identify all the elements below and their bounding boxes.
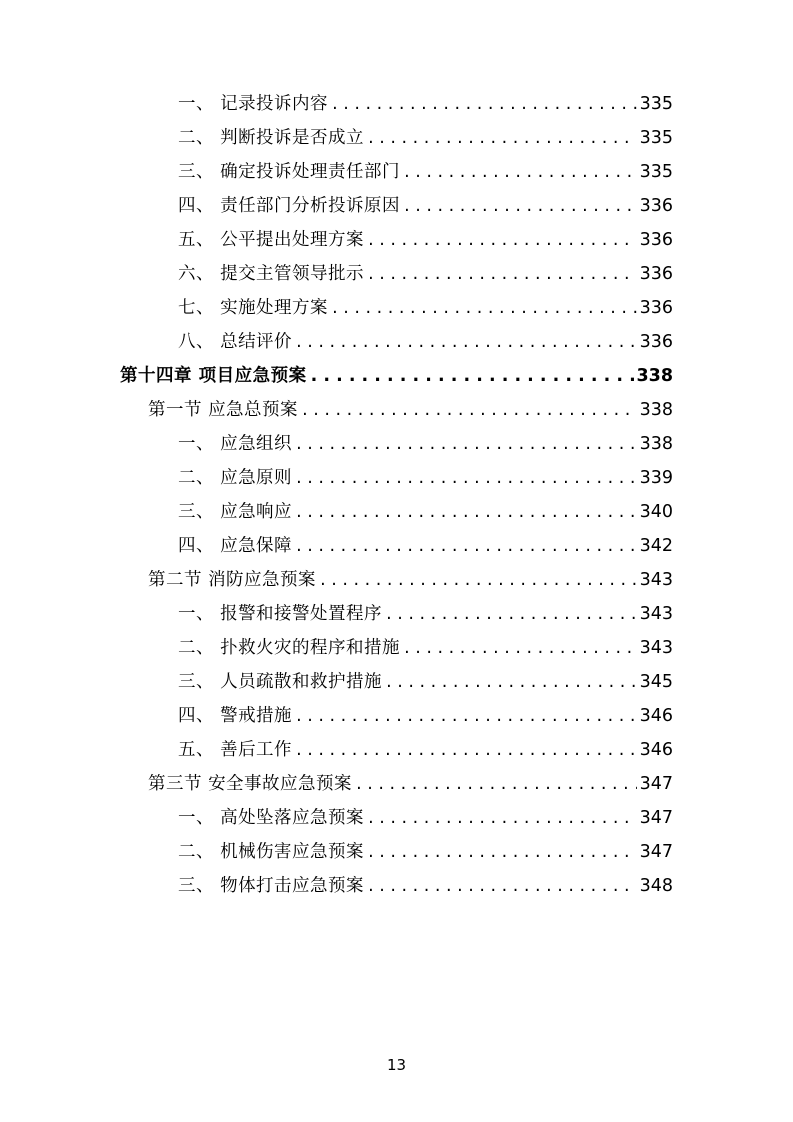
toc-leader-dots <box>296 334 637 352</box>
toc-leader-dots <box>368 878 637 896</box>
toc-leader-dots <box>368 232 637 250</box>
toc-entry-page-number: 342 <box>639 536 673 556</box>
toc-leader-dots <box>386 674 637 692</box>
toc-entry-page-number: 338 <box>639 434 673 454</box>
toc-entry-page-number: 335 <box>639 128 673 148</box>
toc-entry-label: 第十四章 项目应急预案 <box>120 366 307 386</box>
toc-entry[interactable] <box>120 776 673 794</box>
toc-leader-dots <box>386 606 637 624</box>
toc-leader-dots <box>296 708 637 726</box>
toc-entry-label: 二、 应急原则 <box>178 468 293 488</box>
toc-entry-label: 一、 记录投诉内容 <box>178 94 329 114</box>
toc-leader-dots <box>368 266 637 284</box>
toc-entry[interactable] <box>120 436 673 454</box>
toc-entry-label: 三、 人员疏散和救护措施 <box>178 672 383 692</box>
toc-leader-dots <box>404 198 637 216</box>
toc-entry-label: 二、 扑救火灾的程序和措施 <box>178 638 401 658</box>
toc-leader-dots <box>296 538 637 556</box>
toc-entry-label: 五、 善后工作 <box>178 740 293 760</box>
toc-leader-dots <box>296 436 637 454</box>
toc-entry[interactable] <box>120 232 673 250</box>
toc-leader-dots <box>404 164 637 182</box>
toc-entry[interactable] <box>120 470 673 488</box>
toc-entry[interactable] <box>120 266 673 284</box>
toc-entry-page-number: 338 <box>639 400 673 420</box>
toc-entry-page-number: 336 <box>639 230 673 250</box>
toc-entry-page-number: 346 <box>639 740 673 760</box>
toc-leader-dots <box>368 844 637 862</box>
toc-entry[interactable] <box>120 674 673 692</box>
toc-entry[interactable] <box>120 538 673 556</box>
toc-entry-label: 八、 总结评价 <box>178 332 293 352</box>
toc-entry-label: 二、 机械伤害应急预案 <box>178 842 365 862</box>
toc-entry-label: 四、 警戒措施 <box>178 706 293 726</box>
toc-entry-label: 四、 应急保障 <box>178 536 293 556</box>
toc-entry-label: 三、 物体打击应急预案 <box>178 876 365 896</box>
toc-entry-label: 第三节 安全事故应急预案 <box>148 774 353 794</box>
toc-entry[interactable] <box>120 572 673 590</box>
toc-entry[interactable] <box>120 708 673 726</box>
toc-entry-page-number: 343 <box>639 604 673 624</box>
toc-leader-dots <box>332 96 637 114</box>
table-of-contents <box>120 96 673 896</box>
toc-entry[interactable] <box>120 96 673 114</box>
toc-entry-page-number: 347 <box>639 808 673 828</box>
toc-entry-label: 三、 确定投诉处理责任部门 <box>178 162 401 182</box>
toc-entry-label: 一、 高处坠落应急预案 <box>178 808 365 828</box>
toc-entry[interactable] <box>120 164 673 182</box>
toc-entry-page-number: 345 <box>639 672 673 692</box>
toc-entry[interactable] <box>120 368 673 386</box>
toc-entry-page-number: 348 <box>639 876 673 896</box>
toc-leader-dots <box>404 640 637 658</box>
toc-entry-page-number: 336 <box>639 298 673 318</box>
toc-entry[interactable] <box>120 402 673 420</box>
toc-leader-dots <box>332 300 637 318</box>
toc-entry-label: 四、 责任部门分析投诉原因 <box>178 196 401 216</box>
toc-entry-label: 一、 应急组织 <box>178 434 293 454</box>
toc-entry[interactable] <box>120 130 673 148</box>
toc-entry-page-number: 340 <box>639 502 673 522</box>
toc-leader-dots <box>320 572 637 590</box>
toc-entry-page-number: 339 <box>639 468 673 488</box>
toc-leader-dots <box>368 810 637 828</box>
toc-leader-dots <box>311 368 635 386</box>
toc-entry-label: 七、 实施处理方案 <box>178 298 329 318</box>
toc-entry[interactable] <box>120 742 673 760</box>
toc-entry-label: 第二节 消防应急预案 <box>148 570 317 590</box>
toc-leader-dots <box>356 776 637 794</box>
toc-leader-dots <box>296 742 637 760</box>
toc-entry[interactable] <box>120 844 673 862</box>
toc-entry-label: 五、 公平提出处理方案 <box>178 230 365 250</box>
toc-entry-label: 一、 报警和接警处置程序 <box>178 604 383 624</box>
toc-entry-page-number: 335 <box>639 162 673 182</box>
toc-entry-page-number: 336 <box>639 332 673 352</box>
toc-entry-page-number: 346 <box>639 706 673 726</box>
toc-entry[interactable] <box>120 810 673 828</box>
toc-entry-label: 二、 判断投诉是否成立 <box>178 128 365 148</box>
toc-leader-dots <box>368 130 637 148</box>
toc-entry[interactable] <box>120 504 673 522</box>
toc-entry[interactable] <box>120 334 673 352</box>
toc-entry-page-number: 347 <box>639 774 673 794</box>
toc-entry-page-number: 343 <box>639 638 673 658</box>
toc-entry[interactable] <box>120 606 673 624</box>
toc-leader-dots <box>296 470 637 488</box>
toc-leader-dots <box>302 402 637 420</box>
toc-entry-page-number: 336 <box>639 264 673 284</box>
page-folio: 13 <box>386 1056 407 1074</box>
toc-entry-page-number: 335 <box>639 94 673 114</box>
toc-entry-page-number: 347 <box>639 842 673 862</box>
toc-entry-page-number: 343 <box>639 570 673 590</box>
toc-leader-dots <box>296 504 637 522</box>
toc-entry-label: 三、 应急响应 <box>178 502 293 522</box>
toc-entry[interactable] <box>120 640 673 658</box>
toc-entry[interactable] <box>120 198 673 216</box>
toc-entry-label: 六、 提交主管领导批示 <box>178 264 365 284</box>
toc-entry-page-number: 338 <box>636 366 673 386</box>
toc-entry[interactable] <box>120 300 673 318</box>
toc-entry[interactable] <box>120 878 673 896</box>
toc-entry-page-number: 336 <box>639 196 673 216</box>
toc-entry-label: 第一节 应急总预案 <box>148 400 299 420</box>
